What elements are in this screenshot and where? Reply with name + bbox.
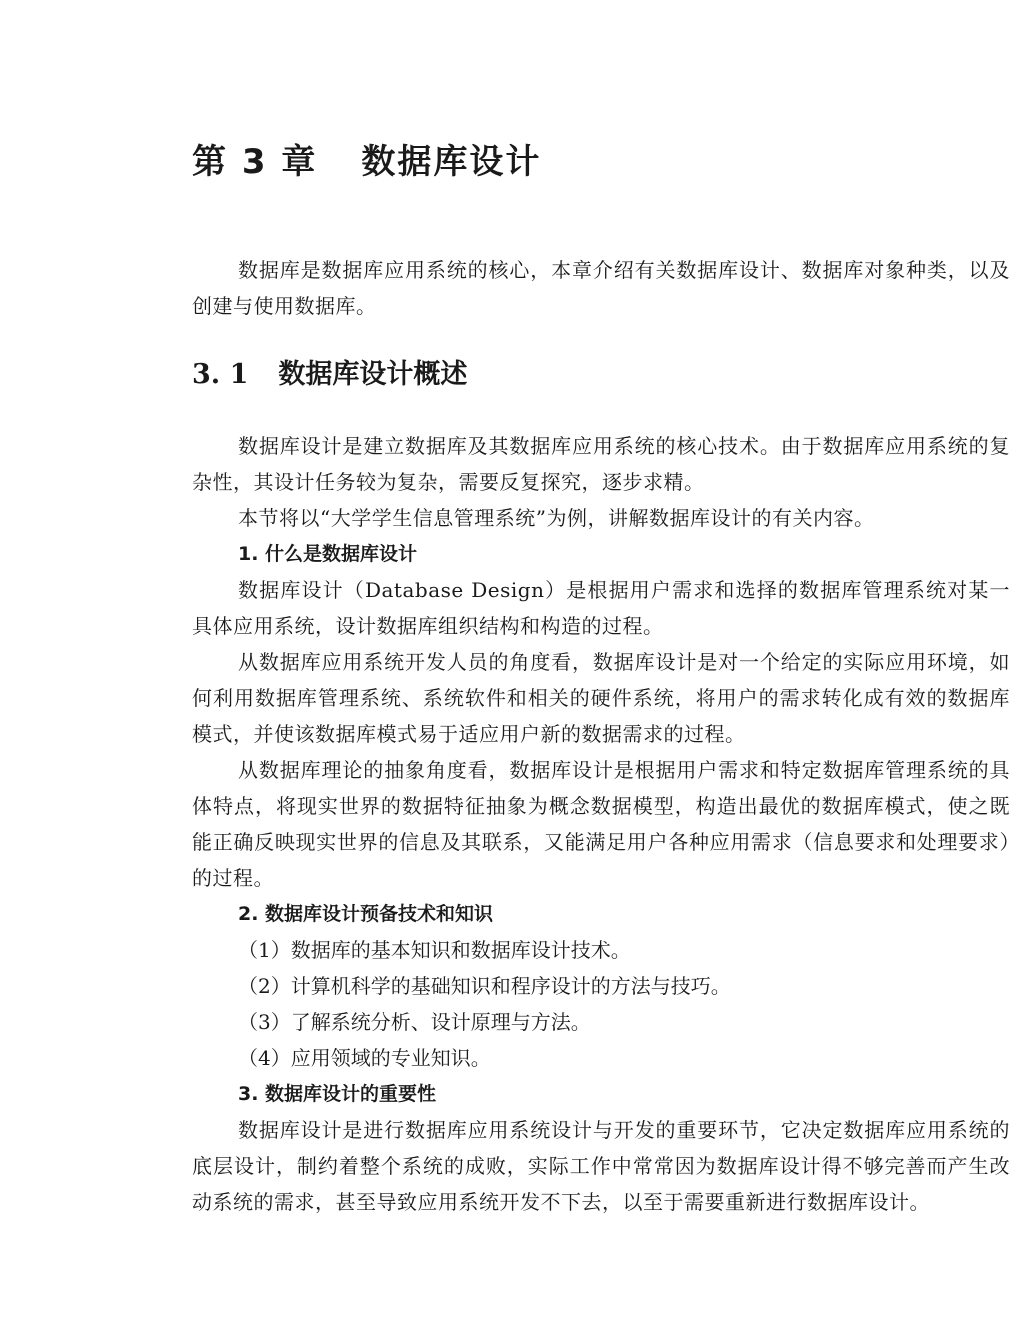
list-item: （2）计算机科学的基础知识和程序设计的方法与技巧。 xyxy=(238,974,731,998)
subsection-heading: 1. 什么是数据库设计 xyxy=(238,543,418,565)
body-paragraph: 数据库设计是进行数据库应用系统设计与开发的重要环节，它决定数据库应用系统的底层设计，制约着整个系统的成败，实际工作中常常因为数据库设计得不够完善而产生改动系统的需求，甚至导致应用系统开发不下去，以至于需要重新进行数据库设计。 xyxy=(192,1118,1010,1214)
list-item: （1）数据库的基本知识和数据库设计技术。 xyxy=(238,938,631,962)
section-title xyxy=(192,355,467,395)
body-paragraph: 从数据库应用系统开发人员的角度看，数据库设计是对一个给定的实际应用环境，如何利用数据库管理系统、系统软件和相关的硬件系统，将用户的需求转化成有效的数据库模式，并使该数据库模式易于适应用户新的数据需求的过程。 xyxy=(192,650,1010,746)
body-paragraph: 数据库设计（Database Design）是根据用户需求和选择的数据库管理系统对某一具体应用系统，设计数据库组织结构和构造的过程。 xyxy=(192,578,1010,638)
body-paragraph: 本节将以“大学学生信息管理系统”为例，讲解数据库设计的有关内容。 xyxy=(238,506,875,530)
subsection-heading: 2. 数据库设计预备技术和知识 xyxy=(238,903,494,925)
chapter-intro xyxy=(192,252,1010,324)
intro-paragraph: 数据库是数据库应用系统的核心，本章介绍有关数据库设计、数据库对象种类，以及创建与使用数据库。 xyxy=(192,258,1010,318)
chapter-title xyxy=(192,140,541,184)
list-item: （4）应用领域的专业知识。 xyxy=(238,1046,491,1070)
body-paragraph: 数据库设计是建立数据库及其数据库应用系统的核心技术。由于数据库应用系统的复杂性，其设计任务较为复杂，需要反复探究，逐步求精。 xyxy=(192,434,1010,494)
section-name: 数据库设计概述 xyxy=(278,359,468,390)
chapter-label: 第 3 章 xyxy=(192,142,318,182)
section-number: 3. 1 xyxy=(192,359,249,390)
section-body xyxy=(192,428,1010,1220)
subsection-heading: 3. 数据库设计的重要性 xyxy=(238,1083,437,1105)
list-item: （3）了解系统分析、设计原理与方法。 xyxy=(238,1010,591,1034)
body-paragraph: 从数据库理论的抽象角度看，数据库设计是根据用户需求和特定数据库管理系统的具体特点，将现实世界的数据特征抽象为概念数据模型，构造出最优的数据库模式，使之既能正确反映现实世界的信息及其联系，又能满足用户各种应用需求（信息要求和处理要求）的过程。 xyxy=(192,758,1010,890)
chapter-name: 数据库设计 xyxy=(361,142,542,182)
